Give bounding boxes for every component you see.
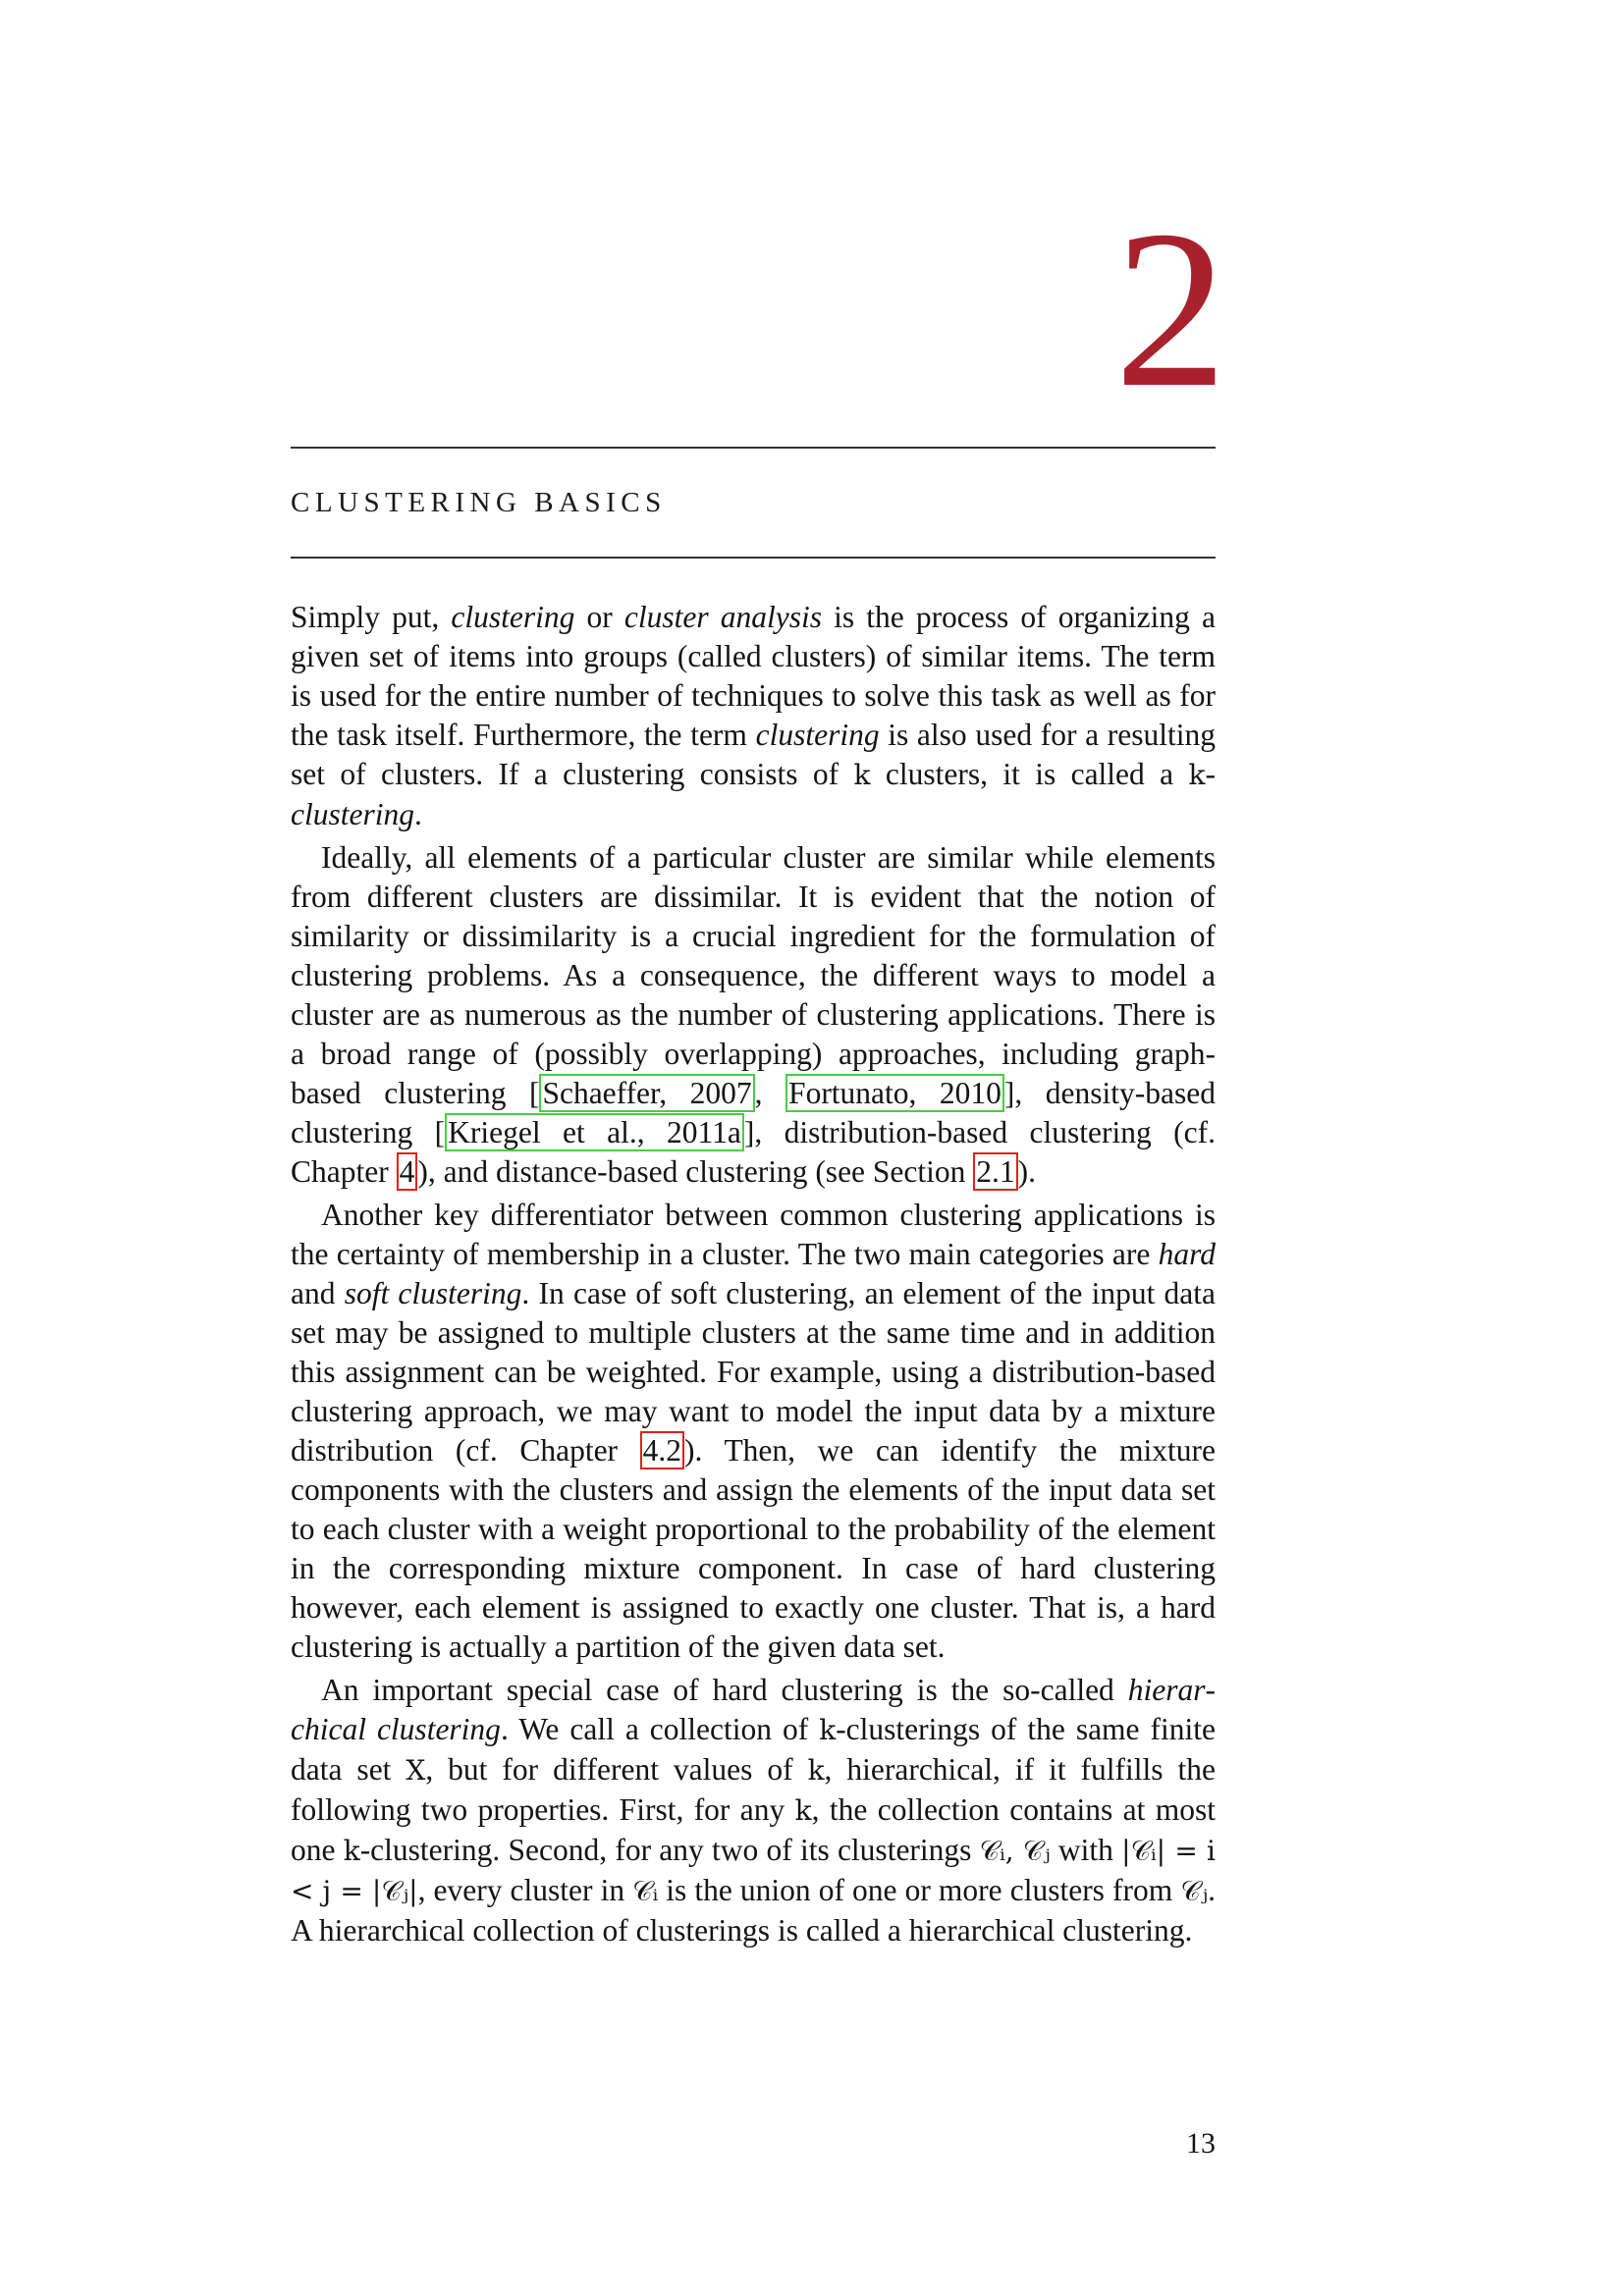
term-hard: hard <box>1158 1237 1216 1271</box>
text-span: ], distribution-based clustering (cf. Chapter <box>291 1115 1216 1189</box>
paragraph-4 <box>291 1671 1216 1950</box>
text-span: clusters, it is called a <box>870 757 1189 791</box>
text-span: is the union of one or more clusters from <box>658 1873 1181 1907</box>
text-span: ), and distance-based clustering (see Section <box>417 1154 974 1189</box>
text-span: , every cluster in <box>417 1873 633 1907</box>
text-span: or <box>574 600 624 634</box>
paragraph-2 <box>291 838 1216 1192</box>
text-span: and <box>291 1276 345 1310</box>
chapter-reference-link[interactable]: 4 <box>397 1152 418 1191</box>
term-k-clustering: -clustering <box>291 757 1216 831</box>
citation-link[interactable]: Fortunato, 2010 <box>785 1074 1004 1112</box>
text-span: . <box>414 797 422 831</box>
paragraph-1 <box>291 598 1216 834</box>
text-span: -clustering. Second, for any two of its clusterings <box>359 1833 980 1867</box>
text-span: with <box>1050 1833 1122 1867</box>
text-span: Ideally, all elements of a particular cluster are similar while elements from different clusters are dissimilar. It is evident that the notion of similarity or dissimilarity is a crucial ingredient for the formulation of clustering problems. As a consequence, the different ways to model a cluster are as numerous as the number of clustering applications. There is a broad range of (possibly overlapping) approaches, including graph-based clustering [ <box>291 840 1216 1110</box>
math-clusterings: 𝒞ᵢ, 𝒞ⱼ <box>979 1835 1051 1867</box>
text-span: Simply put, <box>291 600 452 634</box>
math-cardinality-relation: |𝒞ᵢ| = i < j = |𝒞ⱼ| <box>291 1835 1216 1907</box>
term-hierarchical-clustering: hierarchical clustering <box>291 1673 1216 1746</box>
text-span: is also used for a resulting set of clusters. If a clustering consists of <box>291 718 1216 791</box>
term-clustering: clustering <box>451 600 575 634</box>
math-k: k <box>1188 759 1206 791</box>
text-span: is the process of organizing a given set of items into groups (called clusters) of similar items. The term is used for the entire number of techniques to solve this task as well as for the task itself. Furthermore, the term <box>291 600 1216 752</box>
term-soft-clustering: soft clustering <box>344 1276 522 1310</box>
text-span: . We call a collection of <box>500 1712 820 1746</box>
text-span: . A hierarchical collection of clusterings is called a hierarchical clustering. <box>291 1873 1217 1948</box>
chapter-number: 2 <box>1114 184 1227 434</box>
math-k: k <box>853 759 871 791</box>
math-x: X <box>406 1754 426 1787</box>
text-span: , but for different values of <box>425 1752 808 1787</box>
text-span: . In case of soft clustering, an element of the input data set may be assigned to multiple clusters at the same time and in addition this assignment can be weighted. For example, using a distribution-based clustering approach, we may want to model the input data by a mixture distribution (cf. Chapter <box>291 1276 1217 1468</box>
citation-link[interactable]: Schaeffer, 2007 <box>539 1074 754 1112</box>
text-span: , <box>754 1076 786 1110</box>
chapter-title: CLUSTERING BASICS <box>291 487 667 518</box>
text-span: -clusterings of the same finite data set <box>291 1712 1216 1787</box>
section-reference-link[interactable]: 2.1 <box>973 1152 1017 1191</box>
text-span: , hierarchical, if it fulfills the following two properties. First, for any <box>291 1752 1216 1827</box>
text-span: An important special case of hard clustering is the so-called <box>321 1673 1128 1707</box>
math-k: k <box>343 1835 360 1867</box>
math-clustering-i: 𝒞ᵢ <box>632 1875 659 1907</box>
text-span: ). Then, we can identify the mixture components with the clusters and assign the elements of the input data set to each cluster with a weight proportional to the probability of the element in the corresponding mixture component. In case of hard clustering however, each element is assigned to exactly one cluster. That is, a hard clustering is actually a partition of the given data set. <box>291 1433 1216 1664</box>
text-span: , the collection contains at most one <box>291 1792 1216 1867</box>
chapter-reference-link[interactable]: 4.2 <box>640 1431 684 1469</box>
math-k: k <box>819 1714 837 1746</box>
math-clustering-j: 𝒞ⱼ <box>1180 1875 1209 1907</box>
text-span: ], density-based clustering [ <box>291 1076 1216 1149</box>
term-clustering-2: clustering <box>755 718 880 752</box>
term-cluster-analysis: cluster analysis <box>623 600 822 634</box>
chapter-rule-bottom <box>291 557 1216 559</box>
chapter-body <box>291 598 1216 1954</box>
page-number: 13 <box>1186 2127 1216 2160</box>
math-k: k <box>794 1794 812 1827</box>
chapter-rule-top <box>291 447 1216 449</box>
citation-link[interactable]: Kriegel et al., 2011a <box>445 1113 744 1151</box>
text-span: ). <box>1017 1154 1037 1189</box>
math-k: k <box>807 1754 825 1787</box>
text-span: Another key differentiator between common clustering applications is the certainty of membership in a cluster. The two main categories are <box>291 1198 1216 1271</box>
paragraph-3 <box>291 1196 1216 1667</box>
